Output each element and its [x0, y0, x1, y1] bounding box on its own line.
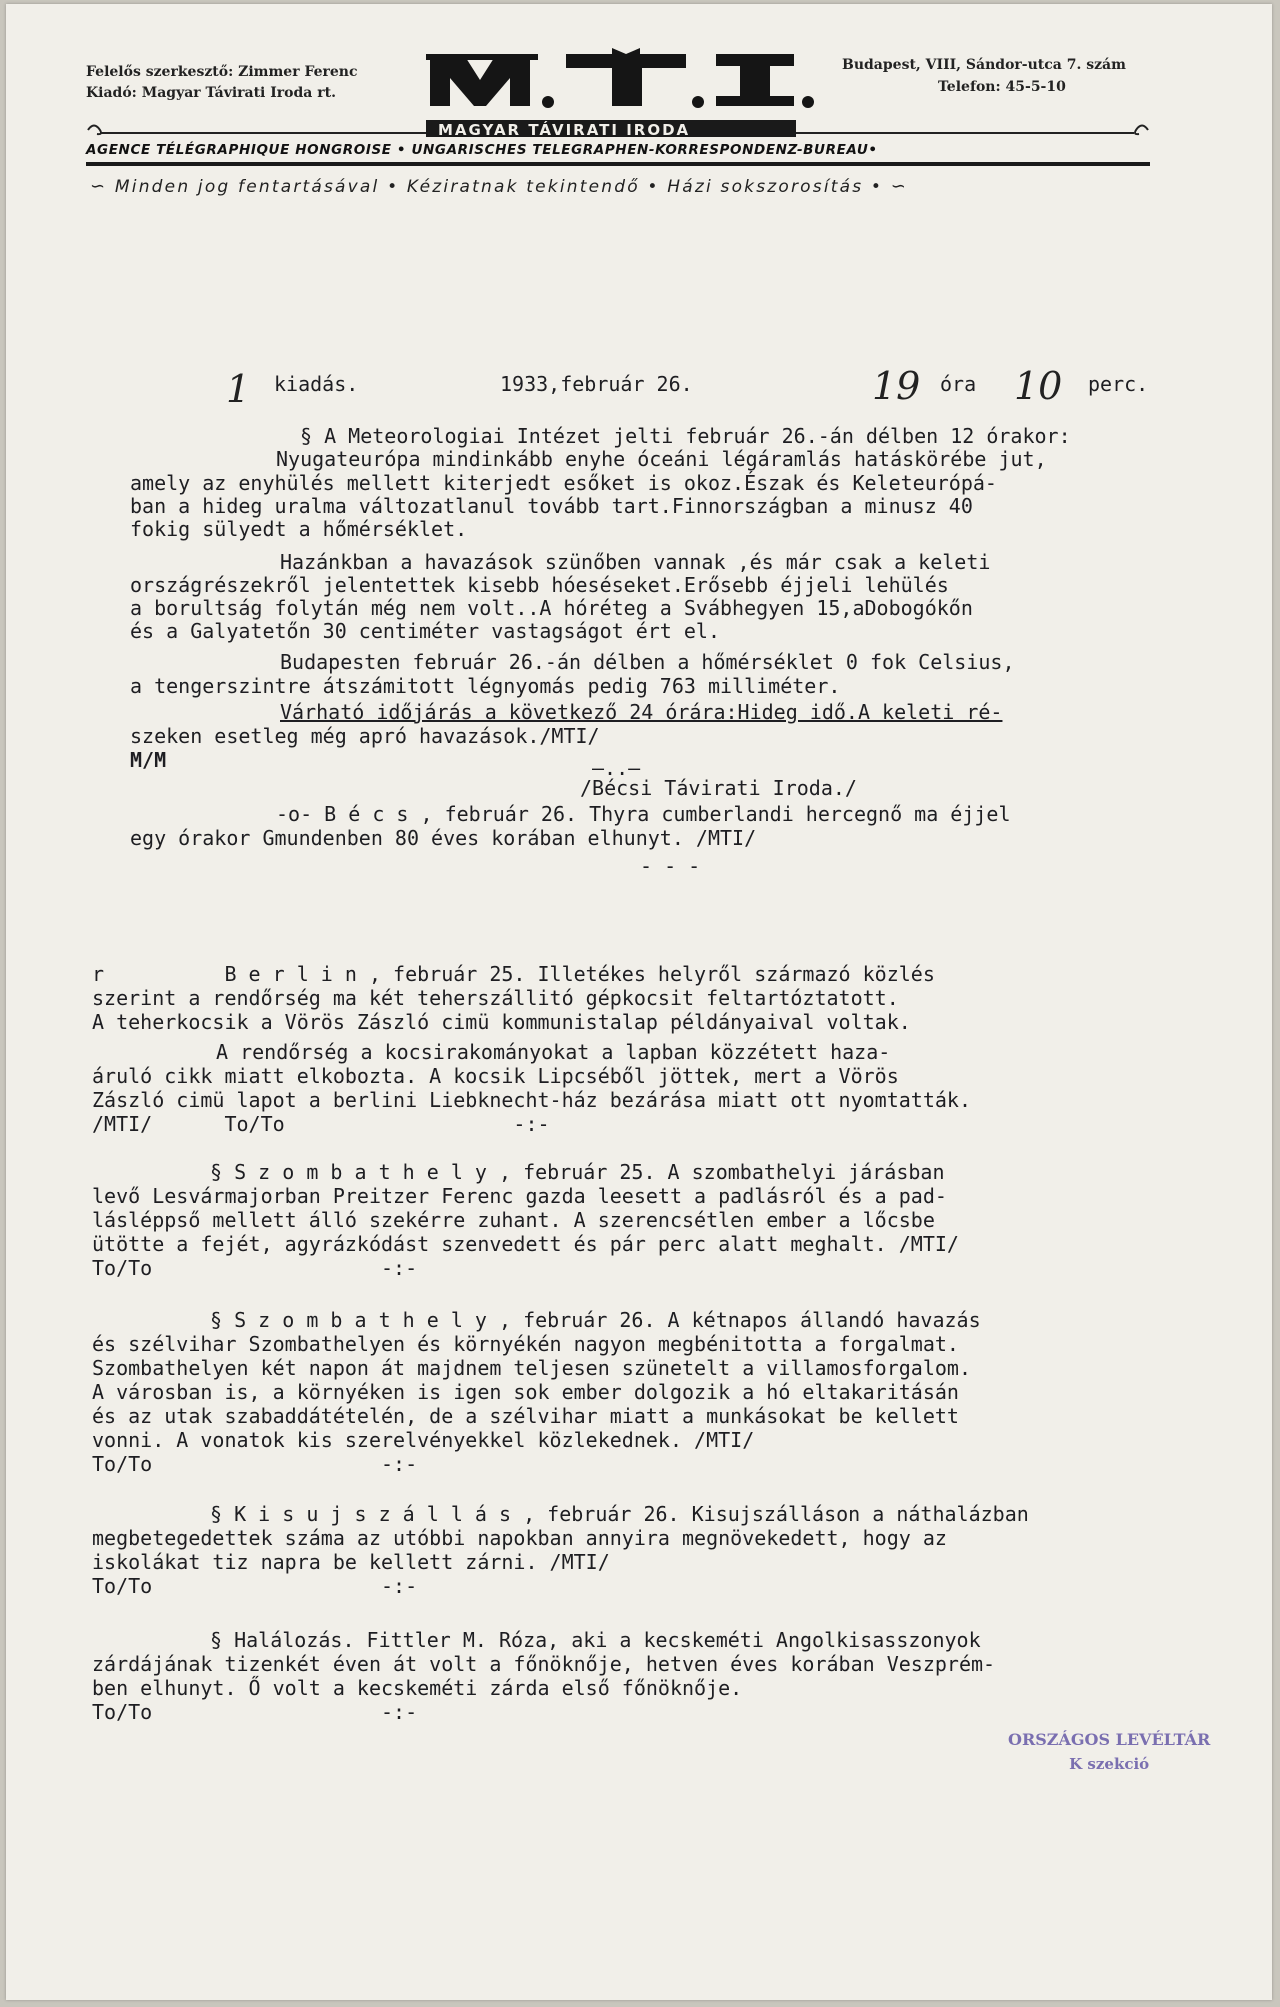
- text-line: egy órakor Gmundenben 80 éves korában elhunyt. /MTI/: [130, 826, 757, 850]
- address-line: Budapest, VIII, Sándor-utca 7. szám: [842, 57, 1126, 73]
- agency-name-hu: MAGYAR TÁVIRATI IRODA: [438, 121, 691, 139]
- publisher-line: Kiadó: Magyar Távirati Iroda rt.: [86, 85, 336, 101]
- phone-line: Telefon: 45-5-10: [938, 79, 1066, 95]
- text-line: és szélvihar Szombathelyen és környékén nagyon megbénitotta a forgalmat.: [92, 1332, 959, 1356]
- letterhead-address: [842, 54, 1126, 98]
- text-line: A városban is, a környéken is igen sok ember dolgozik a hó eltakaritásán: [92, 1380, 959, 1404]
- separator: - - -: [640, 854, 701, 878]
- rights-text: Minden jog fentartásával • Kéziratnak tekintendő • Házi sokszorosítás •: [114, 177, 884, 197]
- sign-off: To/To -:-: [92, 1256, 418, 1280]
- text-line: szerint a rendőrség ma két teherszállitó gépkocsit feltartóztatott.: [92, 986, 899, 1010]
- text-line: A teherkocsik a Vörös Zászló cimü kommunistalap példányaival voltak.: [92, 1010, 911, 1034]
- agency-band-multilingual: [86, 140, 1150, 166]
- mti-logo: [426, 44, 816, 114]
- text-line: a borultság folytán még nem volt..A hóréteg a Svábhegyen 15,aDobogókőn: [130, 596, 973, 620]
- editor-line: Felelős szerkesztő: Zimmer Ferenc: [86, 64, 358, 80]
- sign-off: To/To -:-: [92, 1700, 418, 1724]
- text-line: és a Galyatetőn 30 centiméter vastagságot ért el.: [130, 619, 721, 643]
- text-line: ben elhunyt. Ő volt a kecskeméti zárda első főnöknője.: [92, 1676, 743, 1700]
- sign-off: To/To -:-: [92, 1452, 418, 1476]
- text-line: megbetegedettek száma az utóbbi napokban annyira megnövekedett, hogy az: [92, 1526, 947, 1550]
- edition-minute: 10: [1014, 364, 1063, 408]
- text-line: § Halálozás. Fittler M. Róza, aki a kecskeméti Angolkisasszonyok: [210, 1628, 981, 1652]
- sign-off: To/To -:-: [92, 1574, 418, 1598]
- text-line: ütötte a fejét, agyrázkódást szenvedett és pár perc alatt meghalt. /MTI/: [92, 1232, 959, 1256]
- letterhead-credits: [86, 62, 358, 104]
- text-line: /Bécsi Távirati Iroda./: [580, 776, 857, 800]
- stamp-line-1: ORSZÁGOS LEVÉLTÁR: [1008, 1730, 1211, 1749]
- text-line: zárdájának tizenkét éven át volt a főnöknője, hetven éves korában Veszprém-: [92, 1652, 996, 1676]
- text-line: országrészekről jelentettek kisebb hóeséseket.Erősebb éjjeli lehülés: [130, 573, 949, 597]
- edition-hour: 19: [872, 364, 921, 408]
- text-line: levő Lesvármajorban Preitzer Ferenc gazda leesett a padlásról és a pad-: [92, 1184, 947, 1208]
- edition-minute-label: perc.: [1088, 372, 1149, 396]
- document-page: [6, 4, 1272, 2000]
- text-line: § S z o m b a t h e l y , február 25. A szombathelyi járásban: [210, 1160, 945, 1184]
- forecast-line: Várható időjárás a következő 24 órára:Hideg idő.A keleti ré-: [280, 700, 1003, 724]
- edition-number: 1: [226, 367, 251, 411]
- text-line: áruló cikk miatt elkobozta. A kocsik Lipcséből jöttek, mert a Vörös: [92, 1064, 899, 1088]
- text-line: iskolákat tiz napra be kellett zárni. /MTI/: [92, 1550, 610, 1574]
- sign-off: /MTI/ To/To -:-: [92, 1112, 550, 1136]
- rights-line: [90, 176, 908, 197]
- scroll-ornament-icon: ∽: [890, 176, 909, 197]
- text-line: § A Meteorologiai Intézet jelti február 26.-án délben 12 órakor:: [300, 424, 1071, 448]
- text-line: Szombathelyen két napon át majdnem teljesen szünetelt a villamosforgalom.: [92, 1356, 971, 1380]
- text-line: lásléppső mellett álló szekérre zuhant. A szerencsétlen ember a lőcsbe: [92, 1208, 935, 1232]
- initials-line: M/M: [130, 748, 167, 772]
- text-line: vonni. A vonatok kis szerelvényekkel közlekednek. /MTI/: [92, 1428, 755, 1452]
- text-line: Budapesten február 26.-án délben a hőmérséklet 0 fok Celsius,: [280, 650, 1015, 674]
- agency-band-hungarian: [86, 120, 1150, 138]
- text-line: r B e r l i n , február 25. Illetékes helyről származó közlés: [92, 962, 935, 986]
- text-line: szeken esetleg még apró havazások./MTI/: [130, 724, 600, 748]
- text-line: Zászló cimü lapot a berlini Liebknecht-ház bezárása miatt ott nyomtatták.: [92, 1088, 971, 1112]
- text-line: fokig sülyedt a hőmérséklet.: [130, 517, 468, 541]
- archive-stamp: [1008, 1728, 1210, 1776]
- scroll-ornament-icon: ∽: [90, 176, 108, 197]
- edition-hour-label: óra: [940, 372, 977, 396]
- text-line: és az utak szabaddátételén, de a szélvihar miatt a munkásokat be kellett: [92, 1404, 959, 1428]
- text-line: Hazánkban a havazások szünőben vannak ,és már csak a keleti: [280, 550, 991, 574]
- stamp-line-2: K szekció: [1069, 1755, 1150, 1773]
- text-line: § K i s u j s z á l l á s , február 26. Kisujszálláson a náthalázban: [210, 1502, 1029, 1526]
- edition-date: 1933,február 26.: [500, 372, 693, 396]
- edition-label: kiadás.: [274, 372, 359, 396]
- text-line: ban a hideg uralma változatlanul tovább tart.Finnországban a minusz 40: [130, 494, 973, 518]
- text-line: -o- B é c s , február 26. Thyra cumberlandi hercegnő ma éjjel: [276, 802, 1011, 826]
- text-line: § S z o m b a t h e l y , február 26. A kétnapos állandó havazás: [210, 1308, 981, 1332]
- text-line: a tengerszintre átszámitott légnyomás pedig 763 milliméter.: [130, 674, 841, 698]
- separator: —..—: [592, 756, 641, 780]
- text-line: Nyugateurópa mindinkább enyhe óceáni légáramlás hatáskörébe jut,: [276, 447, 1047, 471]
- text-line: A rendőrség a kocsirakományokat a lapban közzétett haza-: [216, 1040, 891, 1064]
- text-line: amely az enyhülés mellett kiterjedt esőket is okoz.Észak és Keleteurópá-: [130, 471, 997, 495]
- agency-name-multilingual: AGENCE TÉLÉGRAPHIQUE HONGROISE • UNGARISCHES TELEGRAPHEN-KORRESPONDENZ-BUREAU•: [86, 142, 878, 158]
